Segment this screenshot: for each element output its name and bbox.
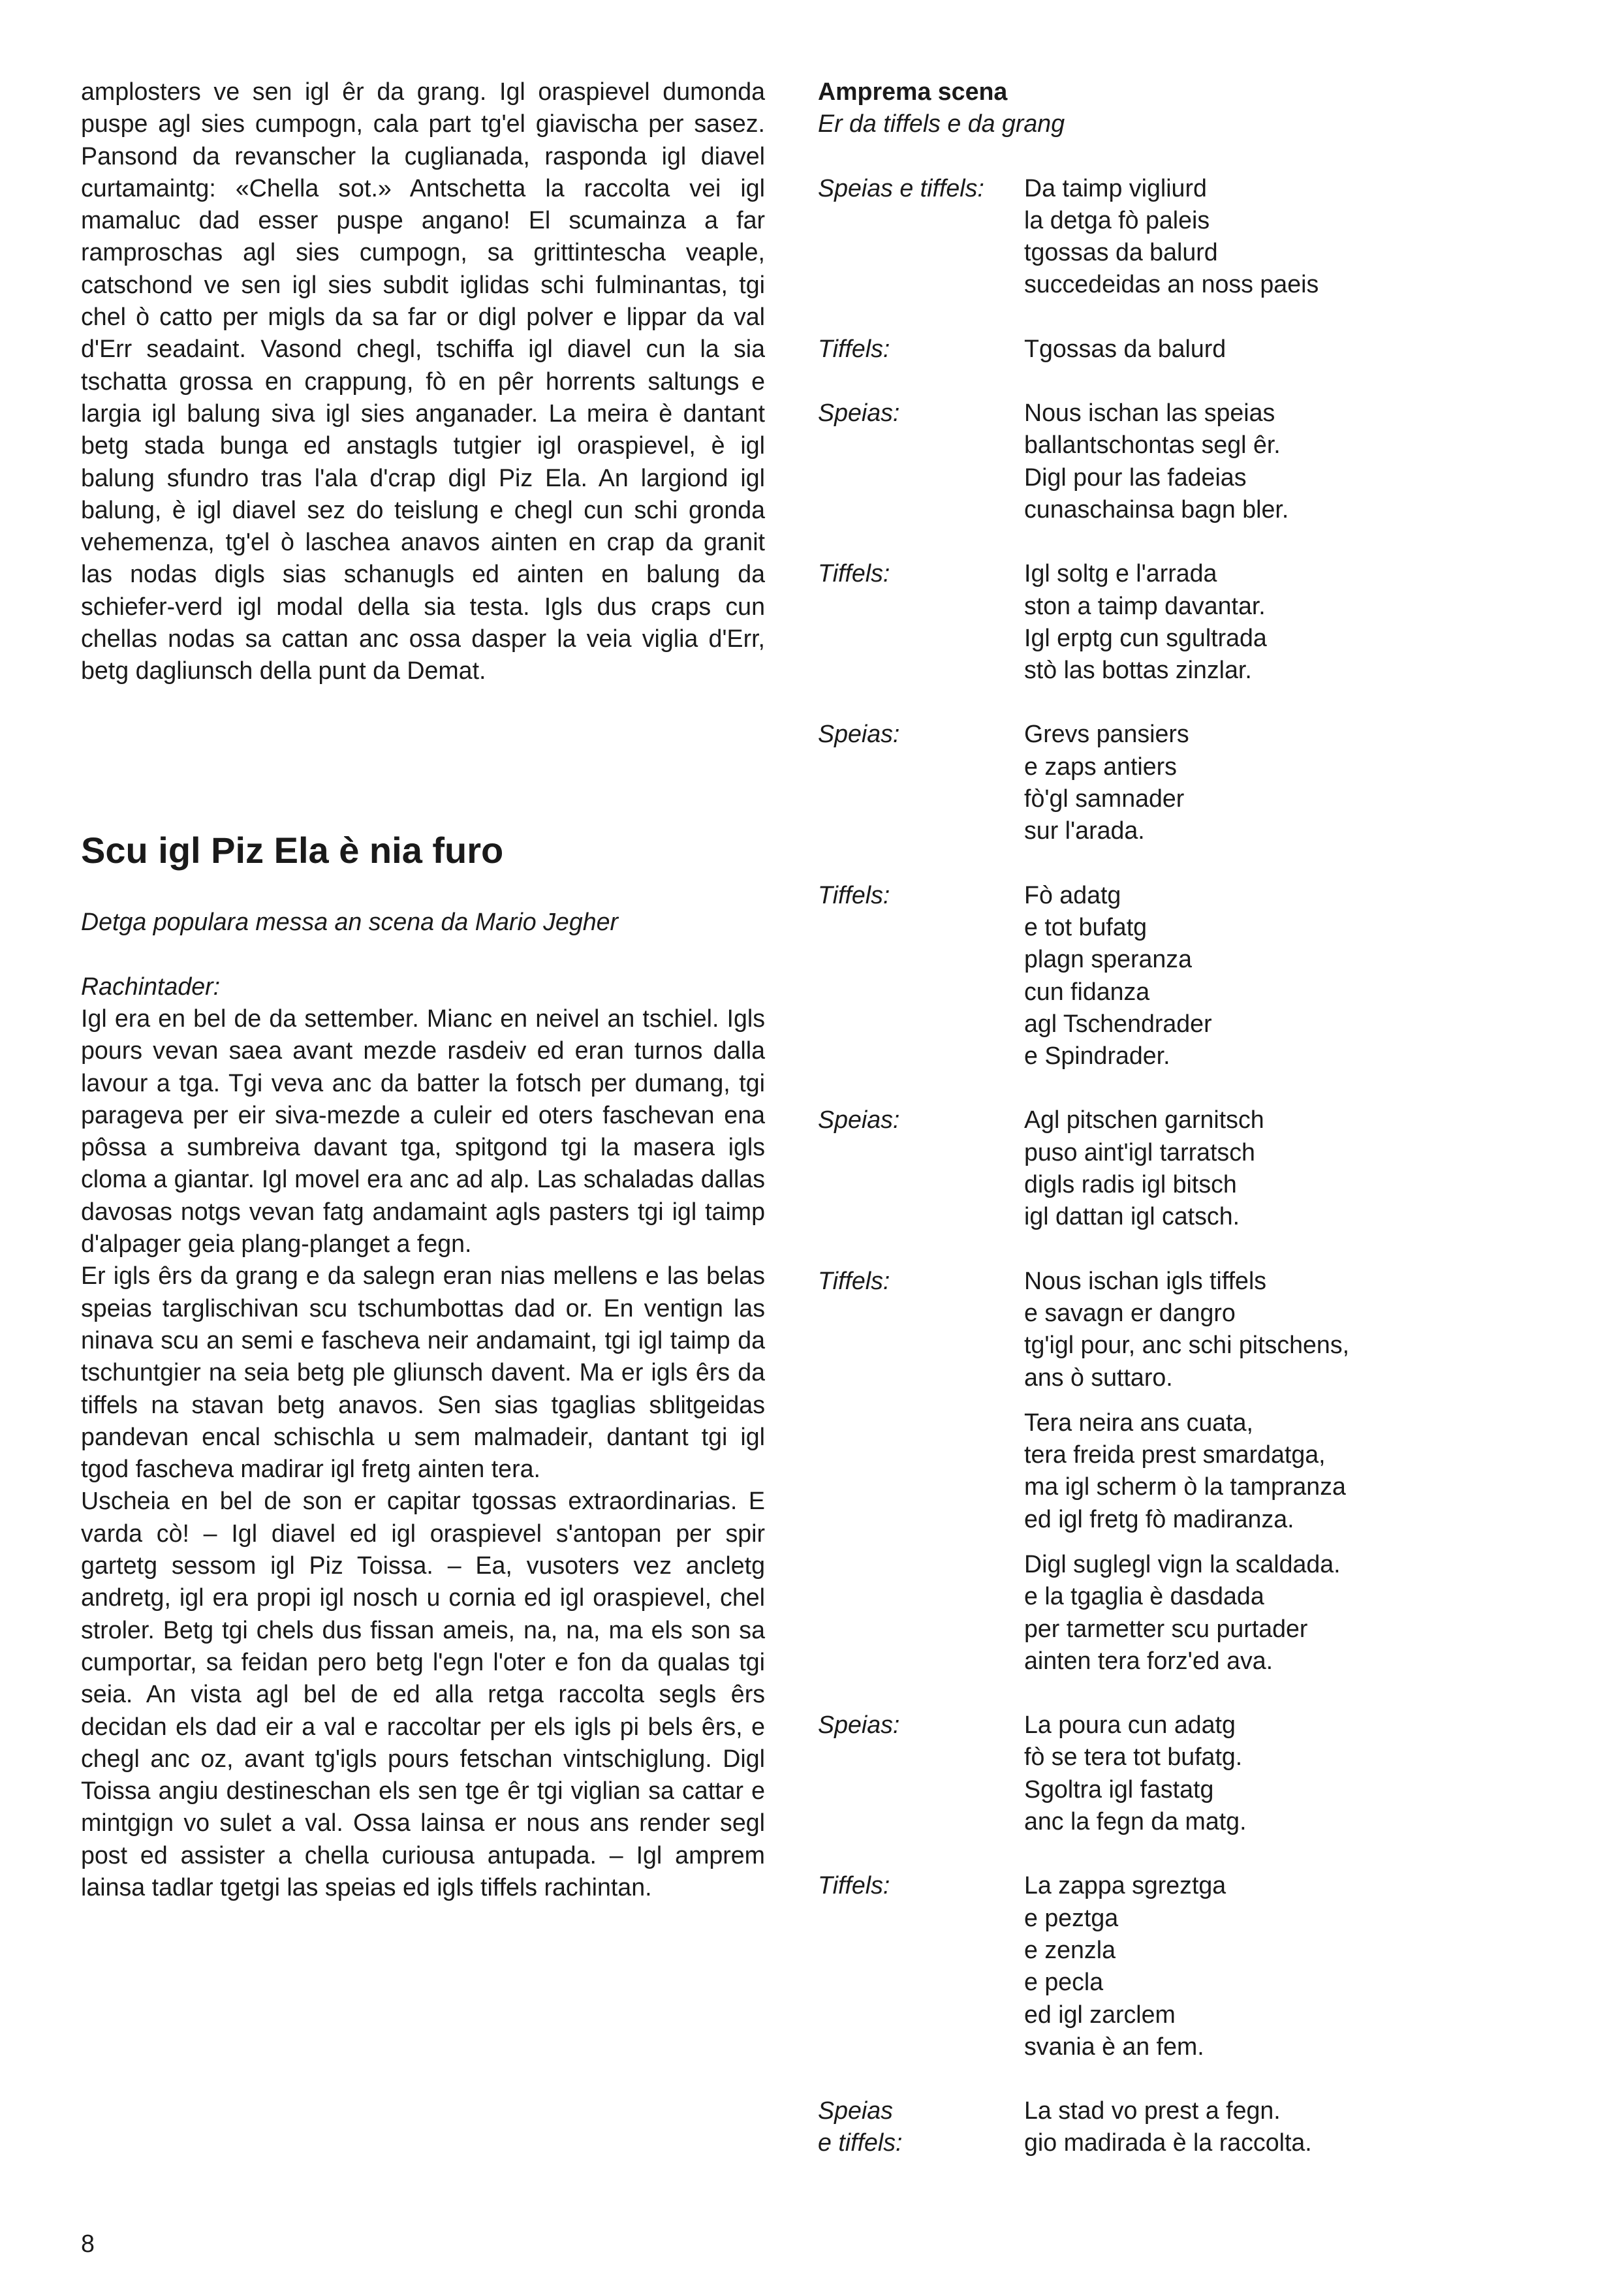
verse-line: ston a taimp davantar. [1024, 591, 1266, 619]
section-heading: Scu igl Piz Ela è nia furo [81, 830, 504, 871]
speaker-label: Tiffels: [818, 334, 890, 362]
verse-line: la detga fò paleis [1024, 206, 1210, 234]
stanza [1024, 1709, 1549, 1837]
left-column [81, 76, 765, 687]
verse [1024, 1869, 1549, 2063]
story-paragraph: Er igls êrs da grang e da salegn eran nias mellens e las belas speias targlischivan scu tschumbottas dad or. En ventign las ninava scu an semi e fascheva neir andamaint, tgi igl taimp da tschuntgier na seia betg ple gliunsch davent. Ma er igls êrs da tiffels na stavan betg anavos. Sen sias tgaglias sblitgeidas pandevan encal schischla u sem malmadeir, dantant tgi igl tgod fascheva madirar igl fretg ainten tera. [81, 1262, 765, 1483]
verse-line: Fò adatg [1024, 881, 1121, 909]
verse-line: fò se tera tot bufatg. [1024, 1743, 1243, 1771]
verse-line: Tera neira ans cuata, [1024, 1408, 1253, 1436]
dialogue-row [818, 333, 1549, 365]
verse-line: puso aint'igl tarratsch [1024, 1138, 1255, 1166]
verse-line: tera freida prest smardatga, [1024, 1441, 1326, 1469]
dialogue-row [818, 172, 1549, 301]
verse-line: digls radis igl bitsch [1024, 1170, 1237, 1198]
stanza [1024, 1548, 1549, 1677]
verse-line: Nous ischan las speias [1024, 399, 1275, 427]
stanza [1024, 2095, 1549, 2159]
stanza [1024, 718, 1549, 847]
narrator-label: Rachintader: [81, 973, 221, 1000]
verse [1024, 557, 1549, 686]
speaker-label: Tiffels: [818, 1266, 890, 1294]
verse-line: Igl erptg cun sgultrada [1024, 623, 1267, 651]
verse-line: e la tgaglia è dasdada [1024, 1582, 1264, 1610]
dialogue-row [818, 397, 1549, 525]
speaker-label: Speias: [818, 1711, 900, 1739]
verse-line: Grevs pansiers [1024, 720, 1189, 748]
verse-line: succedeidas an noss paeis [1024, 270, 1319, 298]
verse-line: Sgoltra igl fastatg [1024, 1775, 1214, 1803]
verse [1024, 1709, 1549, 1837]
stanza [1024, 333, 1549, 365]
verse-line: Nous ischan igls tiffels [1024, 1266, 1267, 1294]
verse-line: svania è an fem. [1024, 2032, 1204, 2060]
story-paragraph: Igl era en bel de da settember. Mianc en neivel an tschiel. Igls pours vevan saea avant mezde rasdeiv ed eran turnos dalla lavour a tga. Tgi veva anc da batter la fotsch per dumang, tgi parageva per eir siva-mezde a culeir ed oters faschevan ena pôssa a sumbreiva davant tga, spitgond tgi la masera igls cloma a giantar. Igl movel era anc ad alp. Las schaladas dallas davosas notgs vevan fatg andamaint agls pasters tgi igl taimp d'alpager geia plang-planget a fegn. [81, 1005, 765, 1258]
verse-line: ma igl scherm ò la tampranza [1024, 1473, 1346, 1501]
story-paragraph: Uscheia en bel de son er capitar tgossas extraordinarias. E varda cò! – Igl diavel ed igl oraspievel s'antopan per spir gartetg sessom igl Piz Toissa. – Ea, vusoters vez ancletg andretg, igl era propi igl nosch u cornia ed igl oraspievel, chel stroler. Betg tgi chels dus fissan ameis, na, na, ma els son sa cumportar, sa feidan pero betg l'egn l'oter e fon da qualas tgi seia. An vista agl bel de ed alla retga raccolta segls êrs decidan els dad eir a val e raccoltar per els igls pi bels êrs, e chegl anc oz, avant tg'igls pours fetschan vintschiglung. Digl Toissa angiu destineschan els sen tge êr tgi viglian sa cattar e mintgign vo sulet a val. Ossa lainsa er nous ans render segl post ed assister a chella curiousa antupada. – Igl amprem lainsa tadlar tgetgi las speias ed igls tiffels rachintan. [81, 1487, 765, 1901]
scene-title: Amprema scena [818, 78, 1008, 105]
verse-line: e pecla [1024, 1968, 1104, 1996]
verse [1024, 2095, 1549, 2159]
dialogue-row [818, 718, 1549, 847]
speaker-label: Tiffels: [818, 881, 890, 909]
verse-line: e zenzla [1024, 1935, 1116, 1963]
verse-line: ed igl fretg fò madiranza. [1024, 1505, 1294, 1533]
verse [1024, 172, 1549, 301]
speaker-label: Speias e tiffels: [818, 2097, 903, 2157]
verse [1024, 397, 1549, 525]
right-column [818, 76, 1549, 2191]
stanza [1024, 172, 1549, 301]
verse-line: gio madirada è la raccolta. [1024, 2129, 1312, 2157]
stanza [1024, 879, 1549, 1072]
verse-line: Tgossas da balurd [1024, 334, 1226, 362]
speaker-label: Speias: [818, 1106, 900, 1134]
verse-line: igl dattan igl catsch. [1024, 1202, 1240, 1230]
verse-line: ed igl zarclem [1024, 2000, 1176, 2028]
verse-line: anc la fegn da matg. [1024, 1807, 1247, 1835]
intro-paragraph: amplosters ve sen igl êr da grang. Igl oraspievel dumonda puspe agl sies cumpogn, cala part tg'el giavischa per sasez. Pansond da revanscher la cuglianada, rasponda igl diavel curtamaintg: «Chella sot.» Antschetta la raccolta vei igl mamaluc dad esser puspe angano! El scumainza a far ramproschas agl sies cumpogn, sa grittintescha veaple, catschond ve sen igl sies subdit iglidas schi fulminantas, tgi chel ò catto per migls da sa far or digl polver e lippar da val d'Err seadaint. Vasond chegl, tschiffa igl diavel cun la sia tschatta grossa en crappung, fò en pêr horrents saltungs e largia igl balung siva igl sies anganader. La meira è dantant betg stada bunga ed anstagls tutgier igl oraspievel, è igl balung sfundro tras l'ala d'crap digl Piz Ela. An largiond igl balung, è igl diavel sez do teislung e chegl cun schi gronda vehemenza, tg'el ò laschea anavos ainten en crap da granit las nodas digls sias schanugls ed ainten en balung da schiefer-verd igl modal della sia testa. Igls dus craps cun chellas nodas sa cattan anc ossa dasper la veia viglia d'Err, betg dagliunsch della punt da Demat. [81, 78, 765, 685]
verse-line: cunaschainsa bagn bler. [1024, 495, 1289, 523]
stanza [1024, 557, 1549, 686]
verse-line: Igl soltg e l'arrada [1024, 559, 1217, 587]
verse-line: tg'igl pour, anc schi pitschens, [1024, 1331, 1350, 1359]
dialogue [818, 172, 1549, 2159]
verse-line: e savagn er dangro [1024, 1298, 1236, 1326]
verse-line: La stad vo prest a fegn. [1024, 2097, 1281, 2125]
stanza [1024, 1407, 1549, 1535]
verse-line: Agl pitschen garnitsch [1024, 1106, 1264, 1134]
stanza [1024, 1265, 1549, 1394]
stanza [1024, 1869, 1549, 2063]
dialogue-row [818, 1265, 1549, 1678]
verse [1024, 1104, 1549, 1232]
verse-line: fò'gl samnader [1024, 785, 1185, 813]
stanza [1024, 397, 1549, 525]
speaker-label: Speias: [818, 399, 900, 427]
speaker-label: Tiffels: [818, 559, 890, 587]
verse-line: Da taimp vigliurd [1024, 174, 1207, 202]
verse-line: e tot bufatg [1024, 913, 1148, 941]
dialogue-row [818, 557, 1549, 686]
speaker-label: Speias e tiffels: [818, 174, 984, 202]
verse-line: e zaps antiers [1024, 752, 1177, 780]
verse-line: e Spindrader. [1024, 1042, 1170, 1070]
verse-line: La poura cun adatg [1024, 1711, 1236, 1739]
verse-line: ans ò suttaro. [1024, 1363, 1173, 1391]
verse-line: e peztga [1024, 1903, 1119, 1931]
verse-line: Digl suglegl vign la scaldada. [1024, 1550, 1341, 1578]
scene-subtitle: Er da tiffels e da grang [818, 110, 1065, 138]
dialogue-row [818, 879, 1549, 1072]
dialogue-row [818, 1709, 1549, 1837]
verse-line: cun fidanza [1024, 977, 1150, 1005]
verse-line: plagn speranza [1024, 945, 1192, 973]
dialogue-row [818, 1869, 1549, 2063]
verse [1024, 333, 1549, 365]
section-subtitle: Detga populara messa an scena da Mario Jegher [81, 908, 619, 935]
verse-line: agl Tschendrader [1024, 1009, 1212, 1037]
verse [1024, 879, 1549, 1072]
dialogue-row [818, 2095, 1549, 2159]
stanza [1024, 1104, 1549, 1232]
verse [1024, 718, 1549, 847]
verse [1024, 1265, 1549, 1678]
verse-line: Digl pour las fadeias [1024, 463, 1247, 491]
verse-line: stò las bottas zinzlar. [1024, 656, 1252, 684]
verse-line: ballantschontas segl êr. [1024, 431, 1281, 459]
dialogue-row [818, 1104, 1549, 1232]
verse-line: per tarmetter scu purtader [1024, 1614, 1308, 1642]
verse-line: ainten tera forz'ed ava. [1024, 1646, 1273, 1674]
speaker-label: Speias: [818, 720, 900, 748]
verse-line: sur l'arada. [1024, 817, 1145, 845]
verse-line: tgossas da balurd [1024, 238, 1218, 266]
verse-line: La zappa sgreztga [1024, 1871, 1226, 1899]
speaker-label: Tiffels: [818, 1871, 890, 1899]
story-text [81, 1003, 765, 1903]
page-number: 8 [81, 2230, 95, 2257]
